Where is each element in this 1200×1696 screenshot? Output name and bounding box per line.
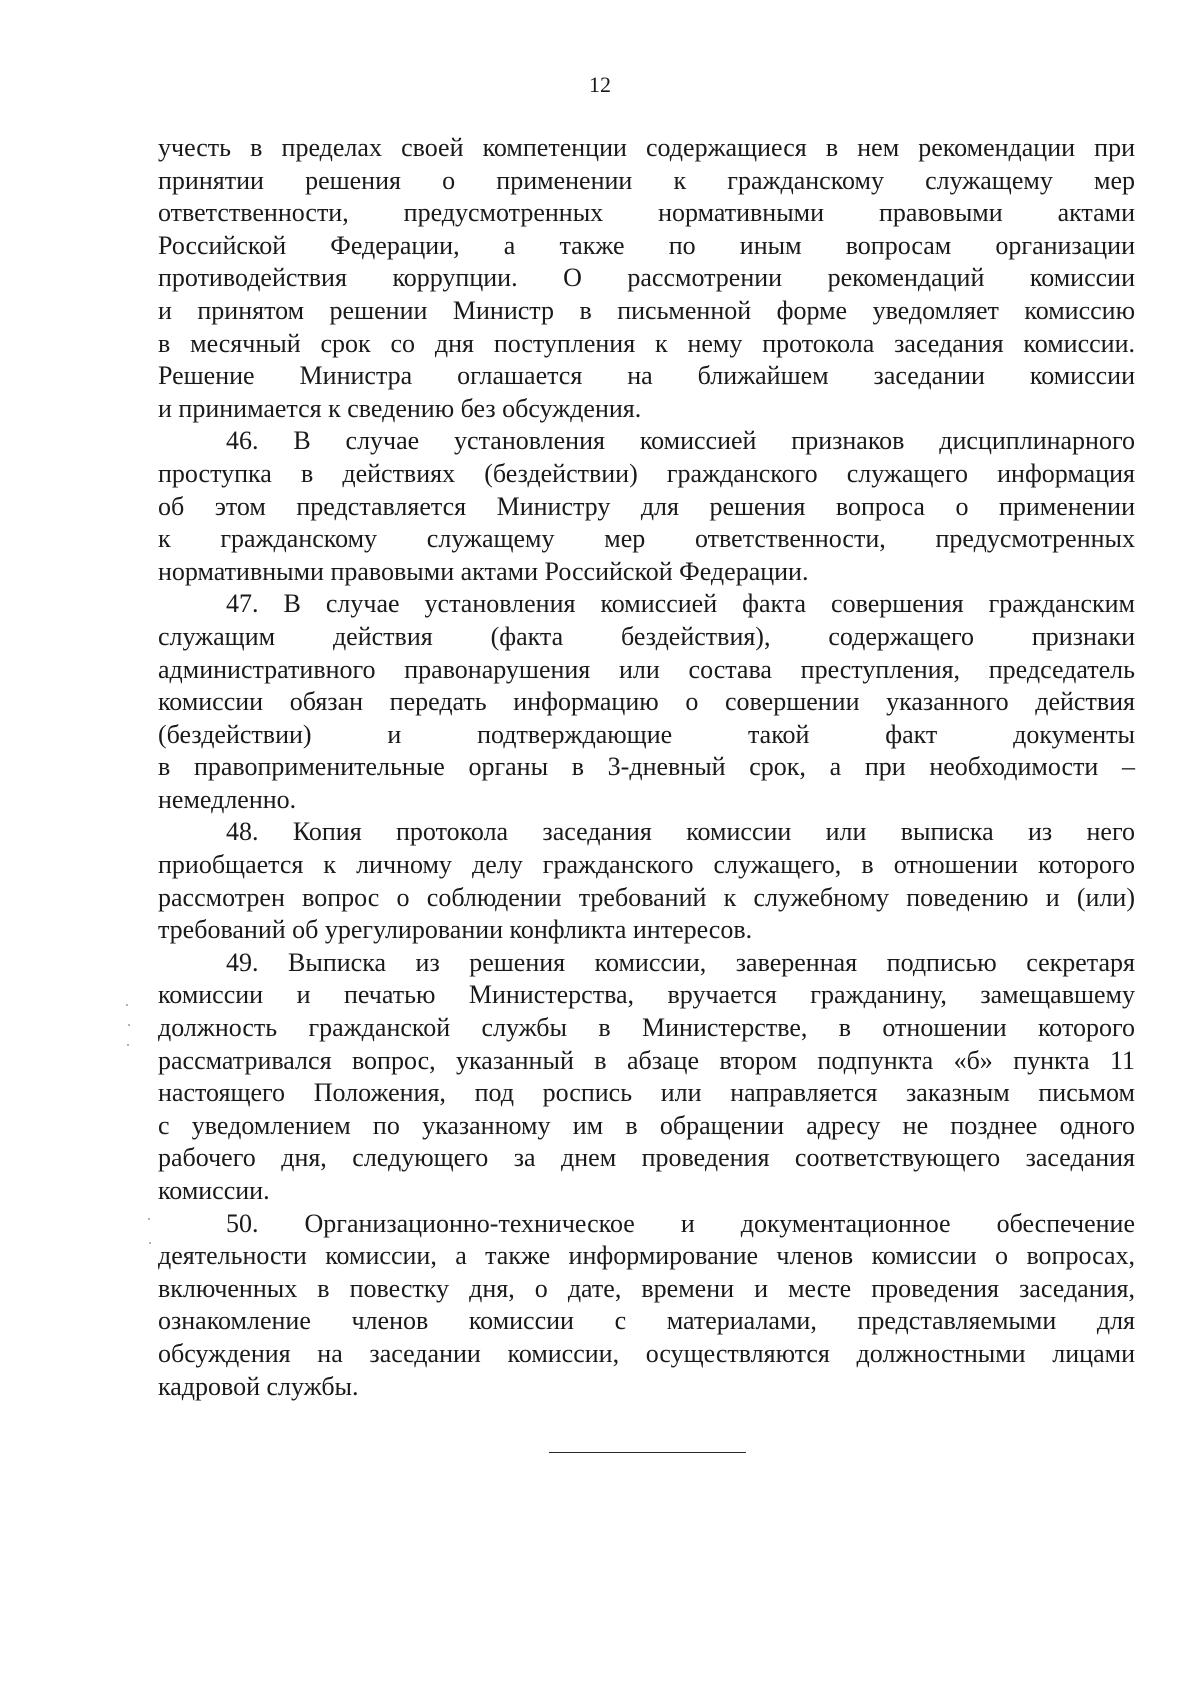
text-line: принятии решения о применении к гражданскому служащему мер [158, 165, 1135, 195]
text-line: 47. В случае установления комиссией факта совершения гражданским [226, 589, 1135, 619]
text-line: ответственности, предусмотренных нормативными правовыми актами [158, 198, 1135, 228]
scan-speck [148, 1218, 150, 1220]
text-line: включенных в повестку дня, о дате, времени и месте проведения заседания, [158, 1273, 1135, 1303]
text-line: противодействия коррупции. О рассмотрении рекомендаций комиссии [158, 263, 1135, 293]
text-line: в правоприменительные органы в 3-дневный срок, а при необходимости – [158, 752, 1135, 782]
text-line: рассматривался вопрос, указанный в абзаце втором подпункта «б» пункта 11 [158, 1045, 1135, 1075]
text-line: в месячный срок со дня поступления к нему протокола заседания комиссии. [158, 328, 1135, 358]
text-line: нормативными правовыми актами Российской Федерации. [158, 556, 809, 586]
text-line: административного правонарушения или состава преступления, председатель [158, 654, 1135, 684]
text-line: об этом представляется Министру для решения вопроса о применении [158, 491, 1135, 521]
scan-speck [128, 1024, 130, 1026]
text-line: и принимается к сведению без обсуждения. [158, 393, 642, 423]
scan-speck [149, 1242, 151, 1244]
text-line: должность гражданской службы в Министерстве, в отношении которого [158, 1013, 1135, 1043]
text-line: к гражданскому служащему мер ответственности, предусмотренных [158, 524, 1135, 554]
text-line: 46. В случае установления комиссией признаков дисциплинарного [226, 426, 1135, 456]
paragraph-p50 [158, 1208, 1135, 1404]
page-number: 12 [589, 72, 611, 97]
text-line: 48. Копия протокола заседания комиссии или выписка из него [226, 817, 1135, 847]
text-line: немедленно. [158, 784, 297, 814]
text-line: ознакомление членов комиссии с материалами, представляемыми для [158, 1306, 1135, 1336]
text-line: деятельности комиссии, а также информирование членов комиссии о вопросах, [158, 1241, 1135, 1271]
text-line: кадровой службы. [158, 1371, 359, 1401]
scan-speck [127, 1044, 129, 1046]
scan-speck [126, 1004, 128, 1006]
paragraph-p48 [158, 816, 1135, 946]
text-line: рассмотрен вопрос о соблюдении требований к служебному поведению и (или) [158, 882, 1135, 912]
text-line: требований об урегулировании конфликта интересов. [158, 915, 753, 945]
text-line: комиссии и печатью Министерства, вручается гражданину, замещавшему [158, 980, 1135, 1010]
paragraph-p47 [158, 588, 1135, 816]
text-line: проступка в действиях (бездействии) гражданского служащего информация [158, 458, 1135, 488]
text-line: 49. Выписка из решения комиссии, заверенная подписью секретаря [226, 947, 1135, 977]
text-line: Российской Федерации, а также по иным вопросам организации [158, 230, 1135, 260]
text-line: комиссии. [158, 1176, 270, 1205]
paragraph-p49 [158, 947, 1135, 1208]
paragraph-p45-cont [158, 132, 1135, 425]
text-line: рабочего дня, следующего за днем проведения соответствующего заседания [158, 1143, 1135, 1173]
text-line: обсуждения на заседании комиссии, осуществляются должностными лицами [158, 1338, 1135, 1368]
text-line: комиссии обязан передать информацию о совершении указанного действия [158, 687, 1135, 717]
paragraph-p46 [158, 425, 1135, 588]
text-line: служащим действия (факта бездействия), содержащего признаки [158, 621, 1135, 651]
text-line: (бездействии) и подтверждающие такой факт документы [158, 719, 1135, 749]
text-line: с уведомлением по указанному им в обращении адресу не позднее одного [158, 1110, 1135, 1140]
document-body [158, 132, 1135, 1403]
text-line: настоящего Положения, под роспись или направляется заказным письмом [158, 1078, 1135, 1108]
end-of-document-rule [549, 1452, 746, 1453]
text-line: Решение Министра оглашается на ближайшем заседании комиссии [158, 361, 1135, 391]
text-line: и принятом решении Министр в письменной форме уведомляет комиссию [158, 295, 1135, 325]
text-line: приобщается к личному делу гражданского служащего, в отношении которого [158, 850, 1135, 880]
text-line: учесть в пределах своей компетенции содержащиеся в нем рекомендации при [158, 133, 1135, 162]
text-line: 50. Организационно-техническое и документационное обеспечение [226, 1208, 1135, 1238]
